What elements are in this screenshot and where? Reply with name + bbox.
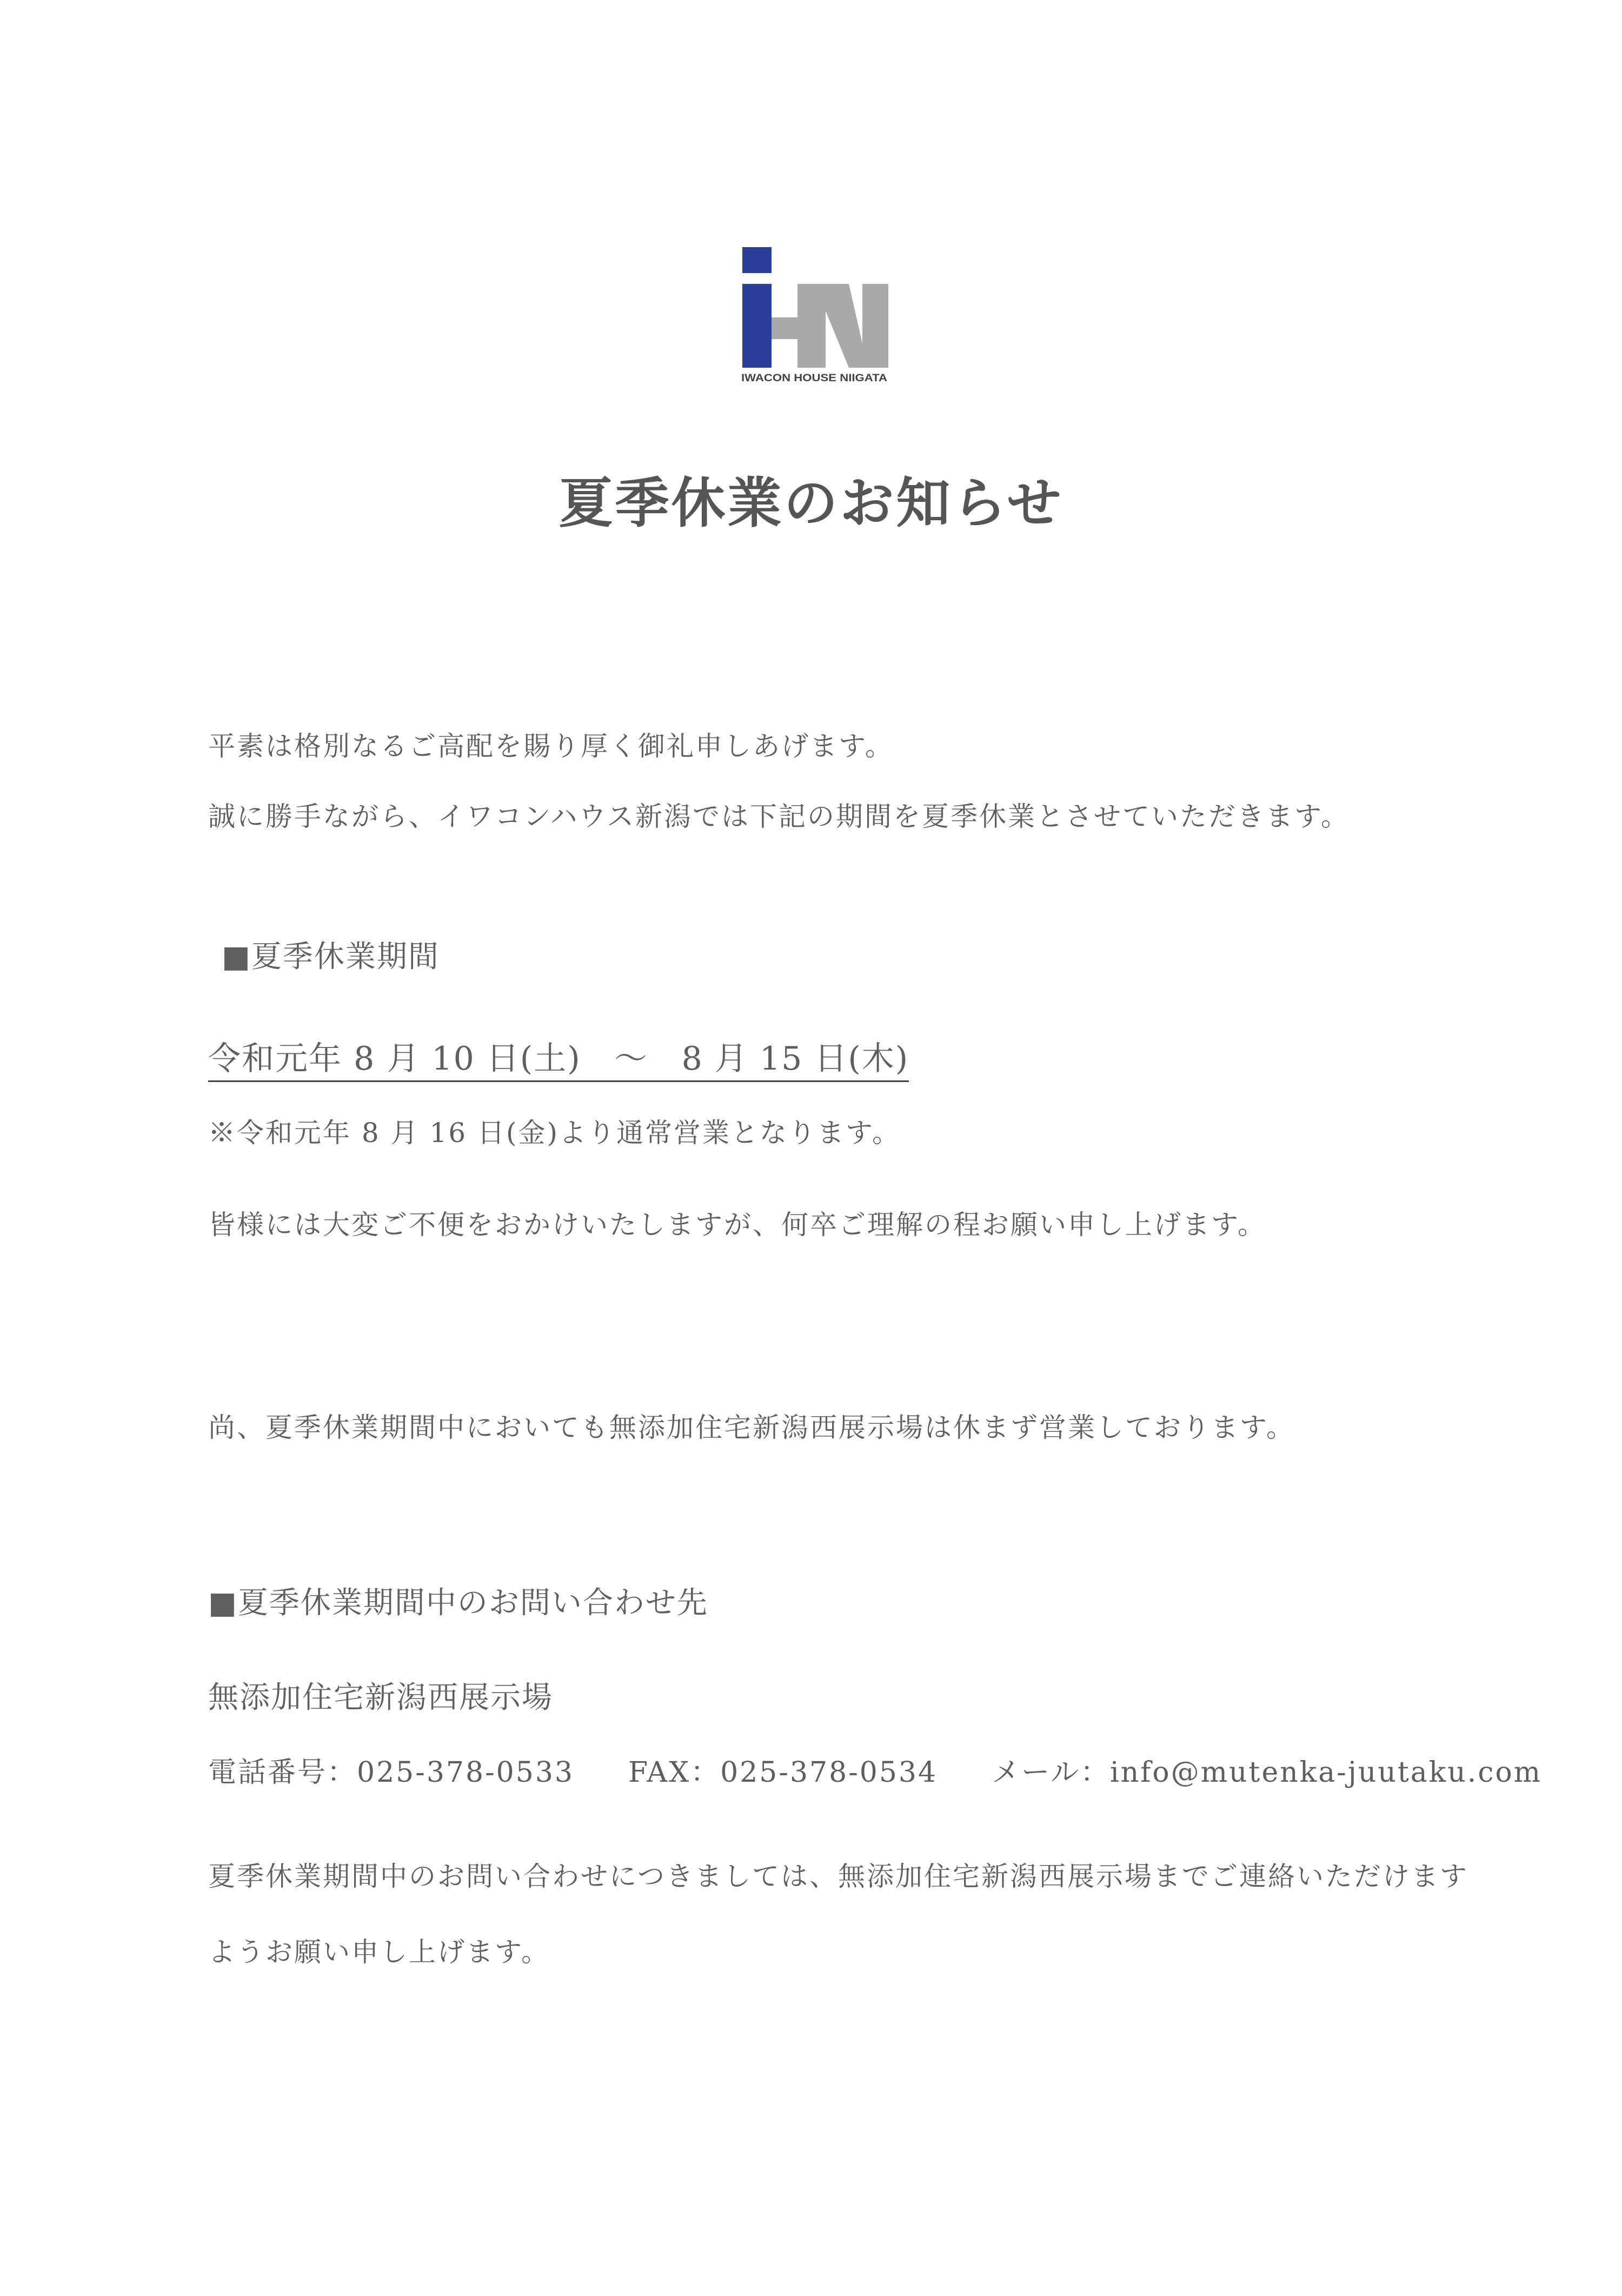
contact-mail[interactable]: メール：info@mutenka-juutaku.com: [992, 1756, 1543, 1789]
showroom-note: 尚、夏季休業期間中においても無添加住宅新潟西展示場は休まず営業しております。: [208, 1412, 1295, 1443]
ihn-logo: [738, 246, 889, 384]
closing-text-2: ようお願い申し上げます。: [208, 1936, 550, 1968]
svg-text:IWACON HOUSE NIIGATA: IWACON HOUSE NIIGATA: [741, 373, 888, 384]
contact-tel: 電話番号：025-378-0533: [208, 1756, 574, 1789]
resume-note: ※令和元年 8 月 16 日(金)より通常営業となります。: [208, 1117, 901, 1149]
contact-fax: FAX：025-378-0534: [628, 1756, 938, 1789]
greeting-text: 平素は格別なるご高配を賜り厚く御礼申しあげます。: [208, 731, 894, 762]
apology-text: 皆様には大変ご不便をおかけいたしますが、何卒ご理解の程お願い申し上げます。: [208, 1209, 1266, 1240]
contact-name: 無添加住宅新潟西展示場: [208, 1680, 553, 1715]
period-heading: ■夏季休業期間: [222, 939, 440, 974]
holiday-period: 令和元年 8 月 10 日(土) ～ 8 月 15 日(木): [208, 1033, 909, 1082]
contact-details: [208, 1749, 1542, 1790]
contact-heading: ■夏季休業期間中のお問い合わせ先: [208, 1585, 708, 1621]
ihn-logo-mark: [738, 246, 889, 384]
intro-text: 誠に勝手ながら、イワコンハウス新潟では下記の期間を夏季休業とさせていただきます。: [208, 801, 1350, 832]
page-title: 夏季休業のお知らせ: [559, 471, 1063, 535]
closing-text-1: 夏季休業期間中のお問い合わせにつきましては、無添加住宅新潟西展示場までご連絡いただけます: [208, 1861, 1468, 1892]
